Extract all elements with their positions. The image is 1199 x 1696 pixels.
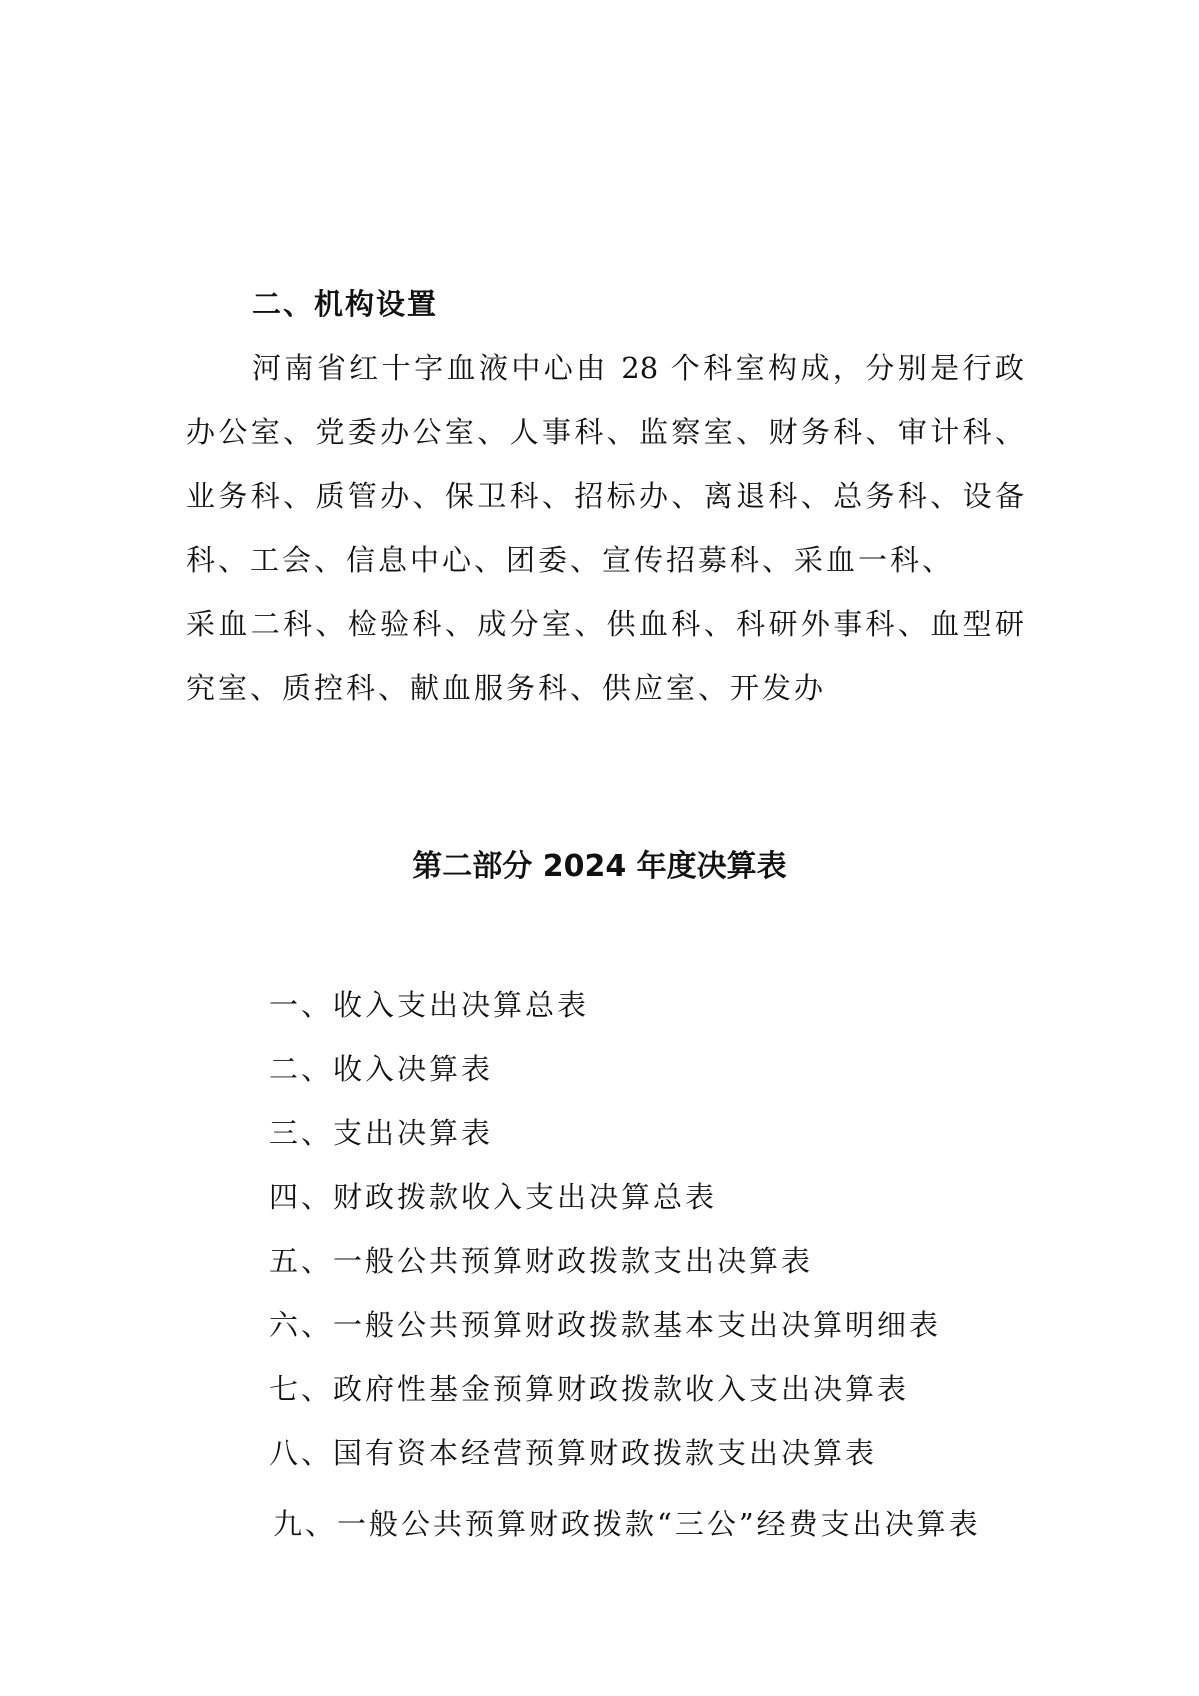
- toc-item: 一、收入支出决算总表: [269, 988, 590, 1022]
- toc-item: 三、支出决算表: [269, 1116, 494, 1150]
- toc-item: 二、收入决算表: [269, 1052, 494, 1086]
- toc-item: 五、一般公共预算财政拨款支出决算表: [269, 1244, 814, 1278]
- paragraph-line: 办公室、党委办公室、人事科、监察室、财务科、审计科、: [186, 415, 1024, 449]
- toc-item: 六、一般公共预算财政拨款基本支出决算明细表: [269, 1308, 942, 1342]
- toc-item: 九、一般公共预算财政拨款“三公”经费支出决算表: [273, 1507, 981, 1541]
- paragraph-line: 业务科、质管办、保卫科、招标办、离退科、总务科、设备: [186, 479, 1024, 513]
- part-title: 第二部分 2024 年度决算表: [412, 849, 787, 884]
- toc-item: 七、政府性基金预算财政拨款收入支出决算表: [269, 1372, 910, 1406]
- toc-item: 八、国有资本经营预算财政拨款支出决算表: [269, 1436, 878, 1470]
- paragraph-line: 究室、质控科、献血服务科、供应室、开发办: [186, 671, 827, 705]
- paragraph-line: 科、工会、信息中心、团委、宣传招募科、采血一科、: [186, 543, 955, 577]
- paragraph-line: 河南省红十字血液中心由 28 个科室构成，分别是行政: [252, 351, 1024, 385]
- toc-item: 四、财政拨款收入支出决算总表: [269, 1180, 718, 1214]
- section-heading: 二、机构设置: [252, 287, 439, 321]
- paragraph-line: 采血二科、检验科、成分室、供血科、科研外事科、血型研: [186, 607, 1024, 641]
